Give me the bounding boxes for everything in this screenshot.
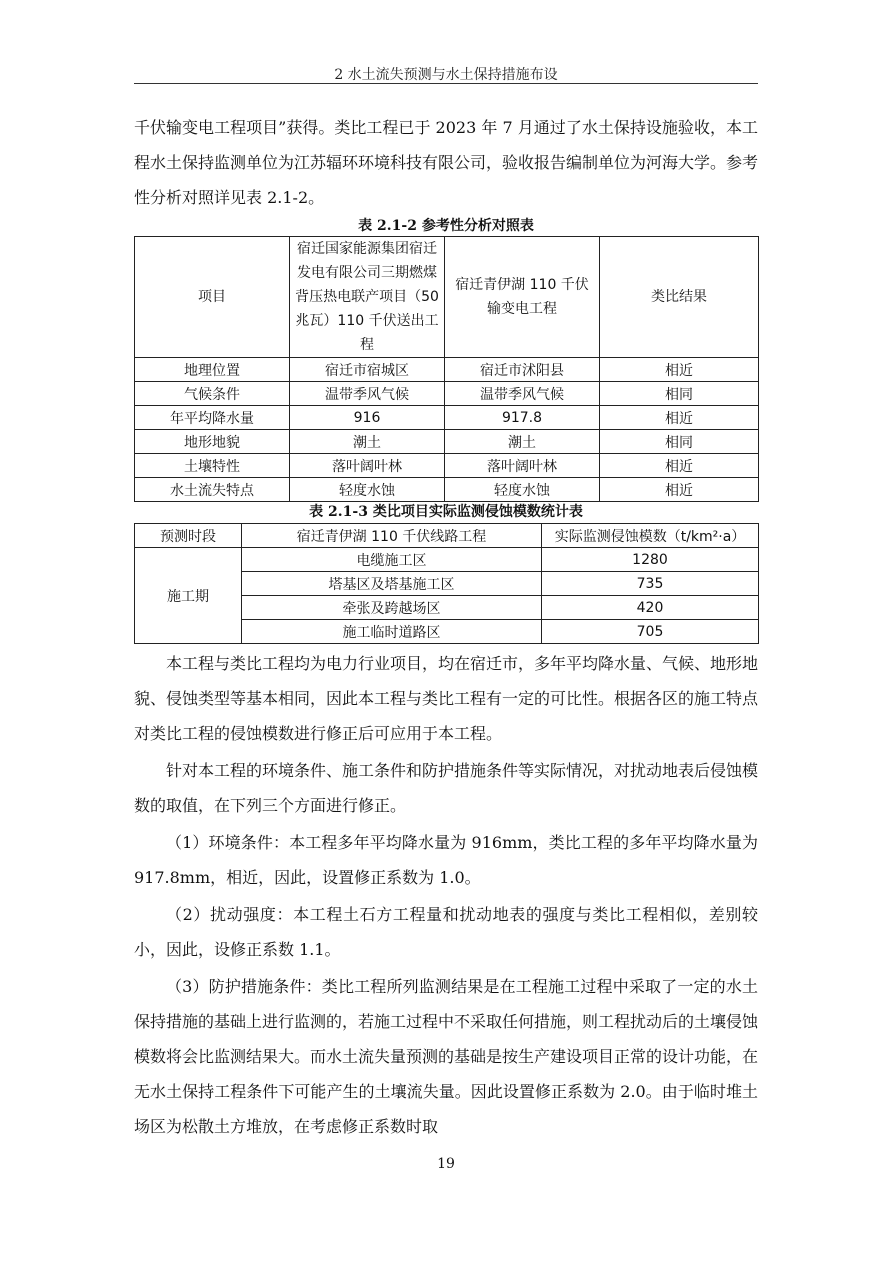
- table-cell: 917.8: [445, 406, 600, 430]
- table1-header-result: 类比结果: [600, 237, 759, 358]
- table-row: [135, 406, 759, 430]
- paragraph-comparability: 本工程与类比工程均为电力行业项目，均在宿迁市，多年平均降水量、气候、地形地貌、侵蚀类型等基本相同，因此本工程与类比工程有一定的可比性。根据各区的施工特点对类比工程的侵蚀模数进行修正后可应用于本工程。: [134, 654, 759, 743]
- paragraph-disturbance: （2）扰动强度：本工程土石方工程量和扰动地表的强度与类比工程相似，差别较小，因此，设修正系数 1.1。: [134, 905, 758, 959]
- table-cell: 气候条件: [135, 382, 290, 406]
- monitoring-erosion-table: [134, 523, 759, 644]
- table2-header-project: 宿迁青伊湖 110 千伏线路工程: [242, 524, 542, 548]
- table-cell: 735: [542, 572, 759, 596]
- running-header: 2 水土流失预测与水土保持措施布设: [334, 67, 558, 83]
- body-block: [134, 646, 758, 1144]
- reference-analysis-table: [134, 236, 759, 502]
- table-row: [135, 548, 759, 572]
- table-cell: 地理位置: [135, 358, 290, 382]
- intro-paragraph: 千伏输变电工程项目”获得。类比工程已于 2023 年 7 月通过了水土保持设施验收，本工程水土保持监测单位为江苏辐环环境科技有限公司，验收报告编制单位为河海大学。参考性分析对照详见表 2.1-2。: [134, 118, 759, 207]
- table-cell: 相同: [600, 382, 759, 406]
- table-cell: 宿迁市宿城区: [290, 358, 445, 382]
- table-row: [135, 478, 759, 502]
- table1-header-reference-project: 宿迁国家能源集团宿迁发电有限公司三期燃煤背压热电联产项目（50 兆瓦）110 千伏送出工程: [290, 237, 445, 358]
- table2-header-row: [135, 524, 759, 548]
- table-cell: 相近: [600, 406, 759, 430]
- table-cell: 地形地貌: [135, 430, 290, 454]
- table-cell: 施工临时道路区: [242, 620, 542, 644]
- table-cell: 相近: [600, 358, 759, 382]
- table-cell: 相近: [600, 454, 759, 478]
- table-cell: 轻度水蚀: [290, 478, 445, 502]
- table-row: [135, 382, 759, 406]
- table1-header-this-project: 宿迁青伊湖 110 千伏输变电工程: [445, 237, 600, 358]
- page-number: 19: [437, 1156, 455, 1172]
- table-cell: 温带季风气候: [445, 382, 600, 406]
- table-row: [135, 358, 759, 382]
- table-row: [135, 430, 759, 454]
- table-cell: 相同: [600, 430, 759, 454]
- header-rule: [134, 83, 758, 84]
- table1-caption: 表 2.1-2 参考性分析对照表: [358, 218, 534, 234]
- table-cell: 土壤特性: [135, 454, 290, 478]
- table2-header-modulus: 实际监测侵蚀模数（t/km²·a）: [542, 524, 759, 548]
- table-cell: 电缆施工区: [242, 548, 542, 572]
- table-cell: 落叶阔叶林: [445, 454, 600, 478]
- intro-block: [134, 110, 758, 215]
- table-cell: 916: [290, 406, 445, 430]
- table-cell: 宿迁市沭阳县: [445, 358, 600, 382]
- paragraph-correction-intro: 针对本工程的环境条件、施工条件和防护措施条件等实际情况，对扰动地表后侵蚀模数的取值，在下列三个方面进行修正。: [134, 761, 759, 815]
- table1-header-row: [135, 237, 759, 358]
- table2-header-period: 预测时段: [135, 524, 242, 548]
- table2-caption: 表 2.1-3 类比项目实际监测侵蚀模数统计表: [309, 504, 583, 520]
- table-cell: 年平均降水量: [135, 406, 290, 430]
- table-cell: 705: [542, 620, 759, 644]
- table-row: [135, 454, 759, 478]
- paragraph-environment: （1）环境条件：本工程多年平均降水量为 916mm，类比工程的多年平均降水量为 917.8mm，相近，因此，设置修正系数为 1.0。: [134, 833, 758, 887]
- table-cell: 420: [542, 596, 759, 620]
- table-cell: 水土流失特点: [135, 478, 290, 502]
- table-cell: 相近: [600, 478, 759, 502]
- construction-period-cell: 施工期: [135, 548, 242, 644]
- table-cell: 潮土: [290, 430, 445, 454]
- table-cell: 塔基区及塔基施工区: [242, 572, 542, 596]
- table-cell: 牵张及跨越场区: [242, 596, 542, 620]
- paragraph-protection: （3）防护措施条件：类比工程所列监测结果是在工程施工过程中采取了一定的水土保持措施的基础上进行监测的，若施工过程中不采取任何措施，则工程扰动后的土壤侵蚀模数将会比监测结果大。而水土流失量预测的基础是按生产建设项目正常的设计功能，在无水土保持工程条件下可能产生的土壤流失量。因此设置修正系数为 2.0。由于临时堆土场区为松散土方堆放，在考虑修正系数时取: [134, 977, 759, 1136]
- table-cell: 轻度水蚀: [445, 478, 600, 502]
- table-cell: 潮土: [445, 430, 600, 454]
- table-cell: 1280: [542, 548, 759, 572]
- table-cell: 温带季风气候: [290, 382, 445, 406]
- table-cell: 落叶阔叶林: [290, 454, 445, 478]
- table1-header-item: 项目: [135, 237, 290, 358]
